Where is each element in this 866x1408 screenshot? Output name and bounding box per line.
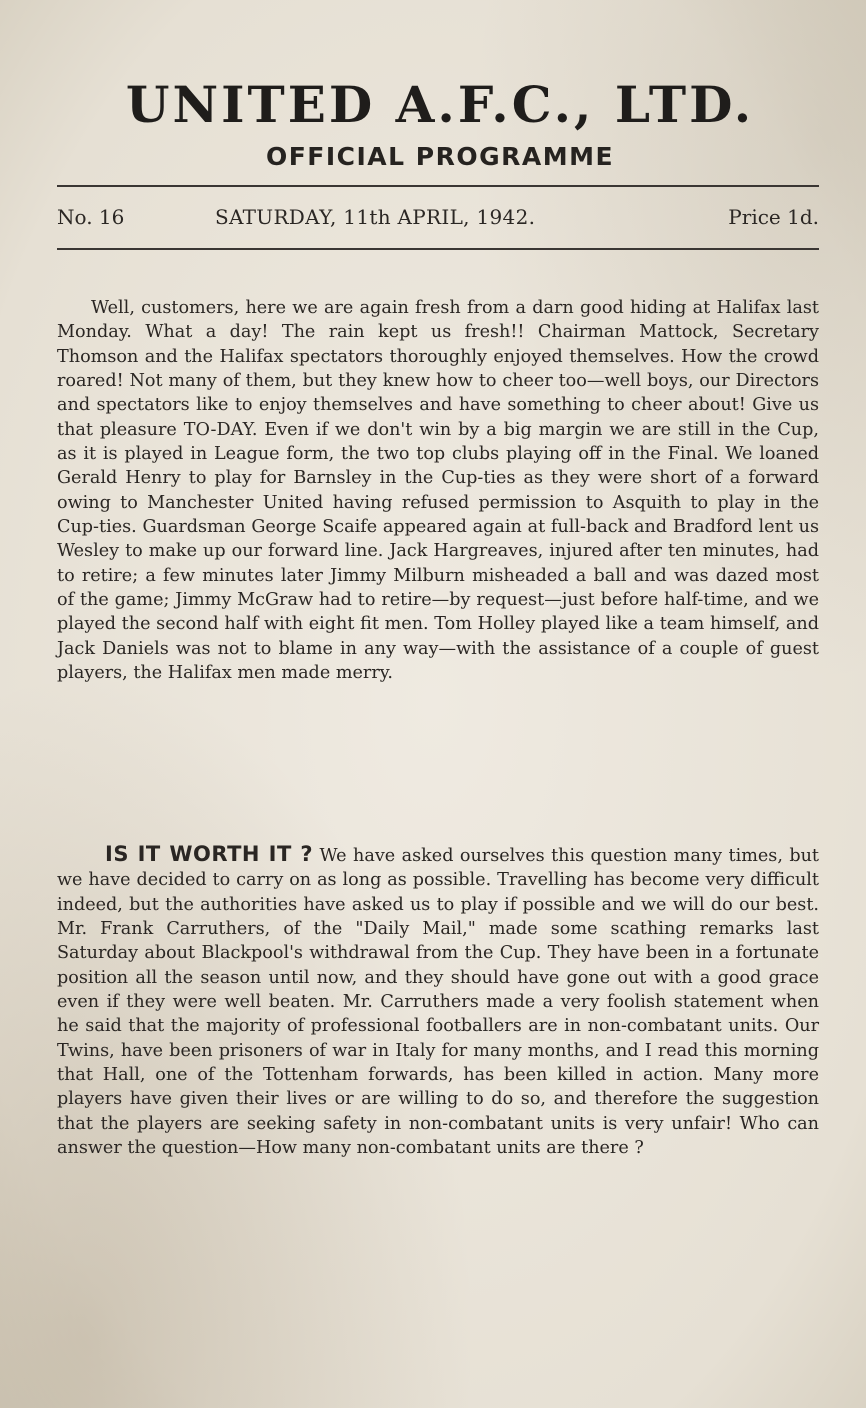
issue-date: SATURDAY, 11th APRIL, 1942. [215,205,536,229]
issue-info-line [57,205,819,235]
programme-subtitle: OFFICIAL PROGRAMME [265,142,615,171]
club-title: UNITED A.F.C., LTD. [125,75,755,134]
paragraph-2-body: We have asked ourselves this question many times, but we have decided to carry on as long as possible. Travelling has become very difficult indeed, but the authorities have asked us to play if possible and we will do our best. Mr. Frank Carruthers, of the "Daily Mail," made some scathing remarks last Saturday about Blackpool's withdrawal from the Cup. They have been in a fortunate position all the season until now, and they should have gone out with a good grace even if they were well beaten. Mr. Carruthers made a very foolish statement when he said that the majority of professional footballers are in non-combatant units. Our Twins, have been prisoners of war in Italy for many months, and I read this morning that Hall, one of the Tottenham forwards, has been killed in action. Many more players have given their lives or are willing to do so, and therefore the suggestion that the players are seeking safety in non-combatant units is very unfair! Who can answer the question—How many non-combatant units are there ? [57,846,819,1159]
paragraph-2-heading: IS IT WORTH IT ? [105,842,314,866]
issue-number: No. 16 [57,205,125,229]
bottom-divider [57,248,819,250]
article-paragraph-2 [57,842,819,1160]
issue-price: Price 1d. [728,205,819,229]
article-paragraph-1: Well, customers, here we are again fresh from a darn good hiding at Halifax last Monday. What a day! The rain kept us fresh!! Chairman Mattock, Secretary Thomson and the Halifax spectators thoroughly enjoyed themselves. How the crowd roared! Not many of them, but they knew how to cheer too—well boys, our Directors and spectators like to enjoy themselves and have something to cheer about! Give us that pleasure TO-DAY. Even if we don't win by a big margin we are still in the Cup, as it is played in League form, the two top clubs playing off in the Final. We loaned Gerald Henry to play for Barnsley in the Cup-ties as they were short of a forward owing to Manchester United having refused permission to Asquith to play in the Cup-ties. Guardsman George Scaife appeared again at full-back and Bradford lent us Wesley to make up our forward line. Jack Hargreaves, injured after ten minutes, had to retire; a few minutes later Jimmy Milburn misheaded a ball and was dazed most of the game; Jimmy McGraw had to retire—by request—just before half-time, and we played the second half with eight fit men. Tom Holley played like a team himself, and Jack Daniels was not to blame in any way—with the assistance of a couple of guest players, the Halifax men made merry. [57,298,819,684]
top-divider [57,185,819,187]
